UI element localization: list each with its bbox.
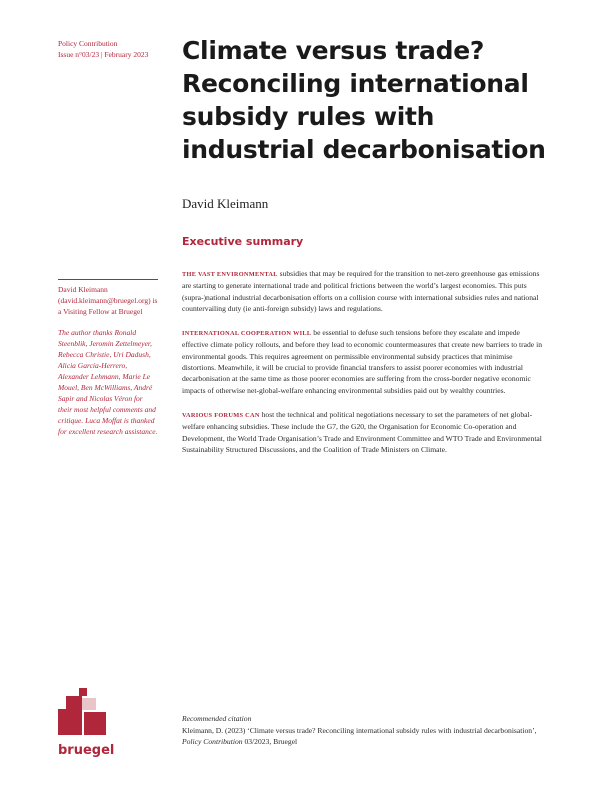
- logo-square-medium: [66, 696, 82, 709]
- citation-text-italic: Policy Contribution: [182, 737, 243, 746]
- paragraph-lead: THE VAST ENVIRONMENTAL: [182, 271, 278, 278]
- citation-text-before: Kleimann, D. (2023) ‘Climate versus trade? Reconciling international subsidy rules with industrial decarbonisation’,: [182, 725, 537, 735]
- citation-label: Recommended citation: [182, 714, 252, 723]
- summary-paragraph: [182, 268, 542, 314]
- citation-text: [182, 725, 542, 748]
- executive-summary-heading: Executive summary: [182, 235, 304, 248]
- publication-issue: Issue n°03/23 | February 2023: [58, 50, 149, 59]
- paragraph-text: host the technical and political negotiations necessary to set the parameters of net global-welfare enhancing subsidies. These include the G7, the G20, the Organisation for Economic Co-operation and Development, the World Trade Organisation’s Trade and Environment Committee and WTO Trade and Environmental Sustainability Structured Discussions, and the Coalition of Trade Ministers on Climate.: [182, 409, 542, 454]
- executive-summary-body: [182, 268, 542, 468]
- logo-square-small: [79, 688, 87, 696]
- logo-square-large: [58, 709, 82, 735]
- logo-text: bruegel: [58, 743, 115, 758]
- publication-series: Policy Contribution: [58, 39, 118, 48]
- author-note: David Kleimann (david.kleimann@bruegel.org) is a Visiting Fellow at Bruegel: [58, 279, 158, 317]
- paragraph-lead: INTERNATIONAL COOPERATION WILL: [182, 330, 312, 338]
- logo-square-right: [84, 712, 106, 735]
- recommended-citation: [182, 713, 542, 748]
- acknowledgement: The author thanks Ronald Steenblik, Jeromin Zettelmeyer, Rebecca Christie, Uri Dadush, Alicia García-Herrero, Alexander Lehmann, Marie Le Mouel, Ben McWilliams, André Sapir and Nicolas Véron for their most helpful comments and critique. Luca Moffat is thanked for excellent research assistance.: [58, 328, 158, 436]
- logo-square-light: [82, 698, 96, 710]
- paragraph-text: subsidies that may be required for the transition to net-zero greenhouse gas emissions are starting to generate international trade and political frictions between the world’s largest economies. This puts (supra-)national industrial decarbonisation efforts on a collision course with international subsidies rules and national countervailing duty (ie anti-foreign subsidy) laws and regulations.: [182, 269, 540, 313]
- paragraph-lead: VARIOUS FORUMS CAN: [182, 411, 260, 419]
- paragraph-text: be essential to defuse such tensions before they escalate and impede effective climate policy rollouts, and before they lead to economic countermeasures that create new barriers to trade in environmental goods. This requires agreement on permissible environmental subsidy practices that minimise distortions. Meanwhile, it will be crucial to provide financial transfers to assist poorer economies with industrial decarbonisation at the same time as those poorer economies are suffering from the cross-border negative economic impacts of otherwise net-global-welfare enhancing environmental subsidies paid out by wealthy countries.: [182, 328, 542, 395]
- citation-text-after: 03/2023, Bruegel: [242, 737, 298, 746]
- author-name: David Kleimann: [182, 196, 269, 211]
- summary-paragraph: [182, 409, 542, 455]
- publication-meta: [58, 38, 148, 60]
- sidebar: [58, 279, 158, 437]
- page-title: Climate versus trade? Reconciling international subsidy rules with industrial decarbonisation: [182, 36, 546, 164]
- summary-paragraph: [182, 327, 542, 396]
